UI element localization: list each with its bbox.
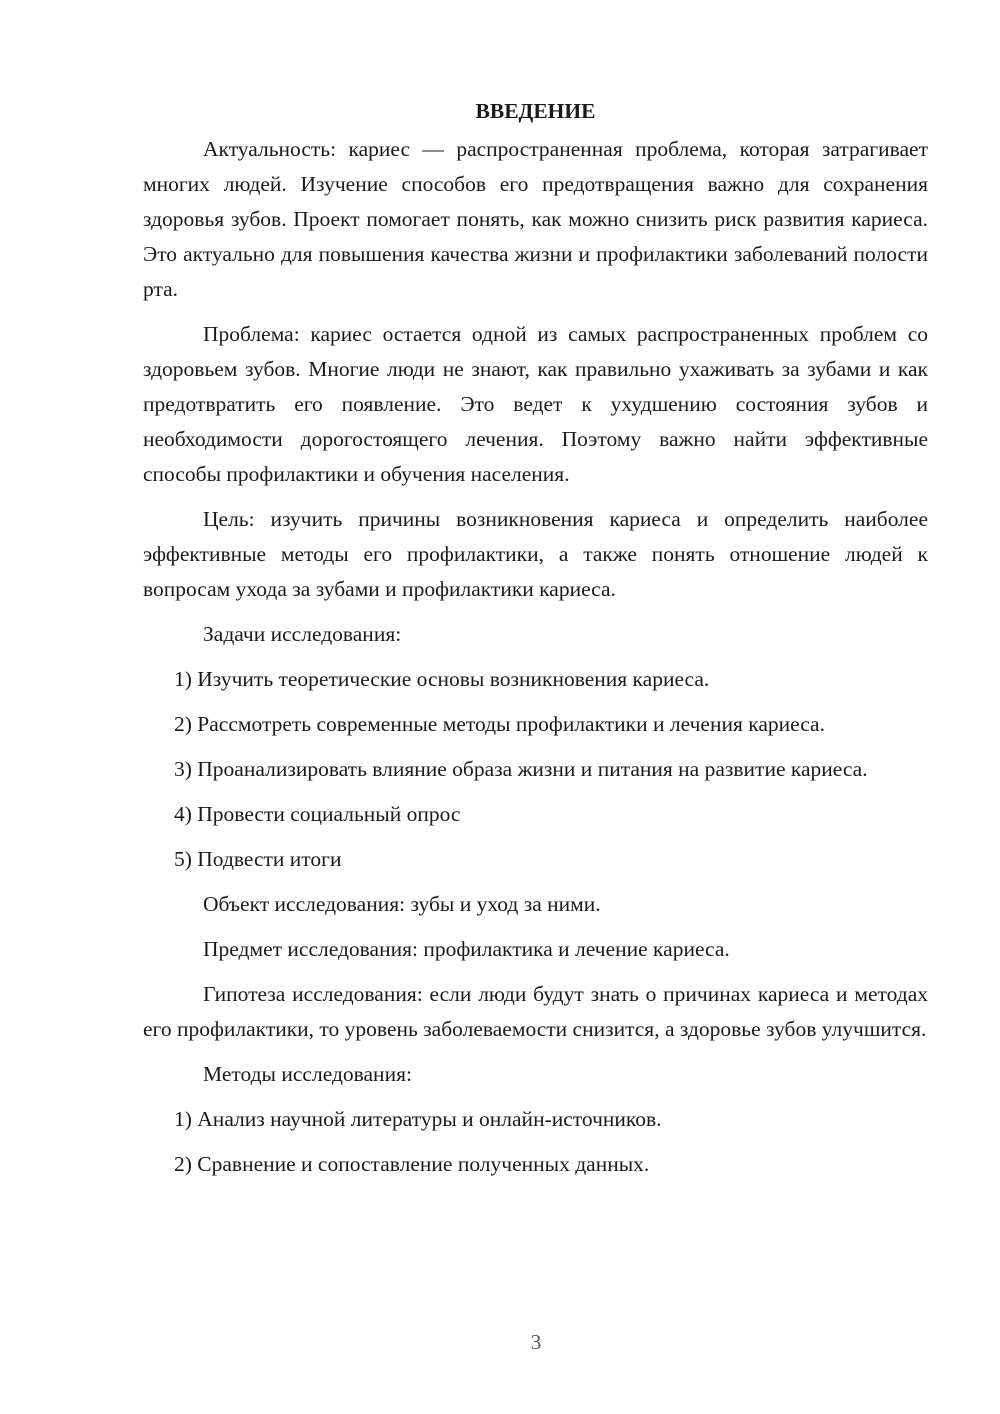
section-title: ВВЕДЕНИЕ — [475, 99, 596, 123]
method-item: 2) Сравнение и сопоставление полученных данных. — [174, 1152, 650, 1176]
method-item: 1) Анализ научной литературы и онлайн-источников. — [174, 1107, 662, 1131]
goal-paragraph: Цель: изучить причины возникновения кариеса и определить наиболее эффективные методы его профилактики, а также понять отношение людей к вопросам ухода за зубами и профилактики кариеса. — [143, 507, 928, 601]
page-number: 3 — [530, 1330, 542, 1354]
object-paragraph: Объект исследования: зубы и уход за ними. — [203, 892, 601, 916]
hypothesis-paragraph: Гипотеза исследования: если люди будут знать о причинах кариеса и методах его профилактики, то уровень заболеваемости снизится, а здоровье зубов улучшится. — [143, 982, 928, 1041]
document-page — [143, 94, 928, 1192]
methods-heading: Методы исследования: — [203, 1062, 412, 1086]
task-item: 2) Рассмотреть современные методы профилактики и лечения кариеса. — [174, 712, 825, 736]
subject-paragraph: Предмет исследования: профилактика и лечение кариеса. — [203, 937, 730, 961]
relevance-paragraph: Актуальность: кариес — распространенная проблема, которая затрагивает многих людей. Изучение способов его предотвращения важно для сохранения здоровья зубов. Проект помогает понять, как можно снизить риск развития кариеса. Это актуально для повышения качества жизни и профилактики заболеваний полости рта. — [143, 137, 928, 301]
task-item: 1) Изучить теоретические основы возникновения кариеса. — [174, 667, 710, 691]
problem-paragraph: Проблема: кариес остается одной из самых распространенных проблем со здоровьем зубов. Многие люди не знают, как правильно ухаживать за зубами и как предотвратить его появление. Это ведет к ухудшению состояния зубов и необходимости дорогостоящего лечения. Поэтому важно найти эффективные способы профилактики и обучения населения. — [143, 322, 928, 486]
tasks-heading: Задачи исследования: — [203, 622, 402, 646]
task-item: 3) Проанализировать влияние образа жизни и питания на развитие кариеса. — [174, 757, 868, 781]
task-item: 5) Подвести итоги — [174, 847, 342, 871]
task-item: 4) Провести социальный опрос — [174, 802, 461, 826]
